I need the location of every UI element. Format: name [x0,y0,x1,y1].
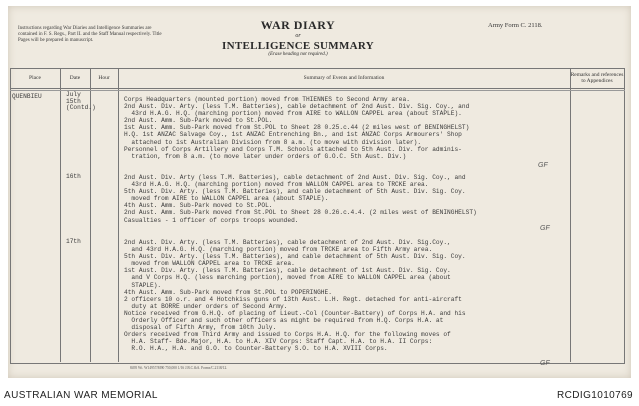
footer-institution: AUSTRALIAN WAR MEMORIAL [4,390,158,401]
col-header-date: Date [69,75,81,81]
header-rule [10,88,625,89]
entry-date: July 15th (Contd.) [66,91,96,112]
col-header-place: Place [29,75,41,81]
entry-text: Corps Headquarters (mounted portion) moved from THIENNES to Second Army area. 2nd Aust. Div. Arty. (less T.M. Batteries), cable detachment of 2nd Aust. Div. Sig. Coy., and 43rd H.A.G. H.Q. (marching portion) moved from AIRE to WALLON CAPPEL area (about STAPLE). 2nd Aust. Amm. Sub-Park moved to St.POL. 1st Aust. Amm. Sub-Park moved from St.POL to Sheet 28 0.25.c.44 (2 miles west of BENINGHELST) H.Q. 1st ANZAC Salvage Coy., 1st ANZAC Entrenching Bn., and 1st ANZAC Corps Armourers' Shop attached to 1st Australian Division from 8 a.m. (to move with division later). Personnel of Corps Artillery and Corps T.M. Schools attached to 5th Aust. Div. for adminis- tration, from 8 a.m. (to move later under orders of G.O.C. 5th Aust. Div.) [124,96,470,160]
col-header-hour: Hour [98,75,110,81]
entry-initials: GF [540,225,550,232]
entry-initials: GF [538,162,548,169]
archive-footer [0,386,639,406]
army-form-number: Army Form C. 2118. [488,22,543,29]
entry-date: 16th [66,173,81,180]
instructions-text: Instructions regarding War Diaries and Intelligence Summaries are contained in F. S. Regs., Part II. and the Staff Manual respectively. Title Pages will be prepared in manuscript. [18,26,162,43]
title-intelligence-summary: INTELLIGENCE SUMMARY [222,40,374,52]
printer-imprint: 8495 Wt. W14957/M90 750,000 1/16 J.B.C.&A. Forms/C.2118/12. [130,366,228,370]
entry-text: 2nd Aust. Div. Arty (less T.M. Batteries), cable detachment of 2nd Aust. Div. Sig. Coy., and 43rd H.A.G. H.Q. (marching portion) moved from WALLON CAPPEL area to TRCKE area. 5th Aust. Div. Arty. (less T.M. Batteries), and cable detachment of 5th Aust. Div. Sig. Coy. moved from AIRE to WALLON CAPPEL area (about STAPLE). 4th Aust. Amm. Sub-Park moved to St.POL. 2nd Aust. Amm. Sub-Park moved from St.POL to Sheet 28 0.26.c.4.4. (2 miles west of BENINGHELST) Casualties - 1 officer of corps troops wounded. [124,174,477,224]
entry-date: 17th [66,238,81,245]
header-rule-secondary [10,90,625,91]
footer-record-id: RCDIG1010769 [557,390,633,401]
place-name: QUENBIEU [12,93,42,100]
divider-summary [570,68,571,362]
title-or: or [295,33,301,39]
divider-place [60,68,61,362]
entry-text: 2nd Aust. Div. Arty. (less T.M. Batteries), cable detachment of 2nd Aust. Div. Sig.Coy., and 43rd H.A.G. H.Q. (marching portion) moved from TRCKE area to Fifth Army area. 5th Aust. Div. Arty. (less T.M. Batteries), and cable detachment of 5th Aust. Div. Sig. Coy. moved from WALLON CAPPEL area to TRCKE area. 1st Aust. Div. Arty. (less T.M. Batteries), cable detachment of 1st Aust. Div. Sig. Coy. and V Corps H.Q. (less marching portion), moved from AIRE to WALLON CAPPEL area (about STAPLE). 4th Aust. Amm. Sub-Park moved from St.POL to POPERINGHE. 2 officers 10 o.r. and 4 Hotchkiss guns of 13th Aust. L.H. Regt. detached for anti-aircraft duty at BORRE under orders of Second Army. Notice received from G.H.Q. of placing of Lieut.-Col (Counter-Battery) of Corps H.A. and his Orderly Officer and such other officers as might be required from H.Q. Corps H.A. at disposal of Fifth Army, from 10th July. Orders received from Third Army and issued to Corps H.A. H.Q. for the following moves of H.A. Staff- Bde.Major, H.A. to H.A. XIV Corps: Staff Capt. H.A. to H.A. II Corps: R.O. H.A., H.A. and G.O. to Counter-Battery S.O. to H.A. XVIII Corps. [124,239,466,353]
col-header-summary: Summary of Events and Information [303,75,385,81]
divider-hour [118,68,119,362]
col-header-remarks: Remarks and references to Appendices [570,72,624,84]
title-war-diary: WAR DIARY [260,18,336,32]
form-title [208,18,388,57]
divider-date [90,68,91,362]
title-erase-note: (Erase heading not required.) [268,52,328,57]
entry-initials: GF [540,360,550,367]
